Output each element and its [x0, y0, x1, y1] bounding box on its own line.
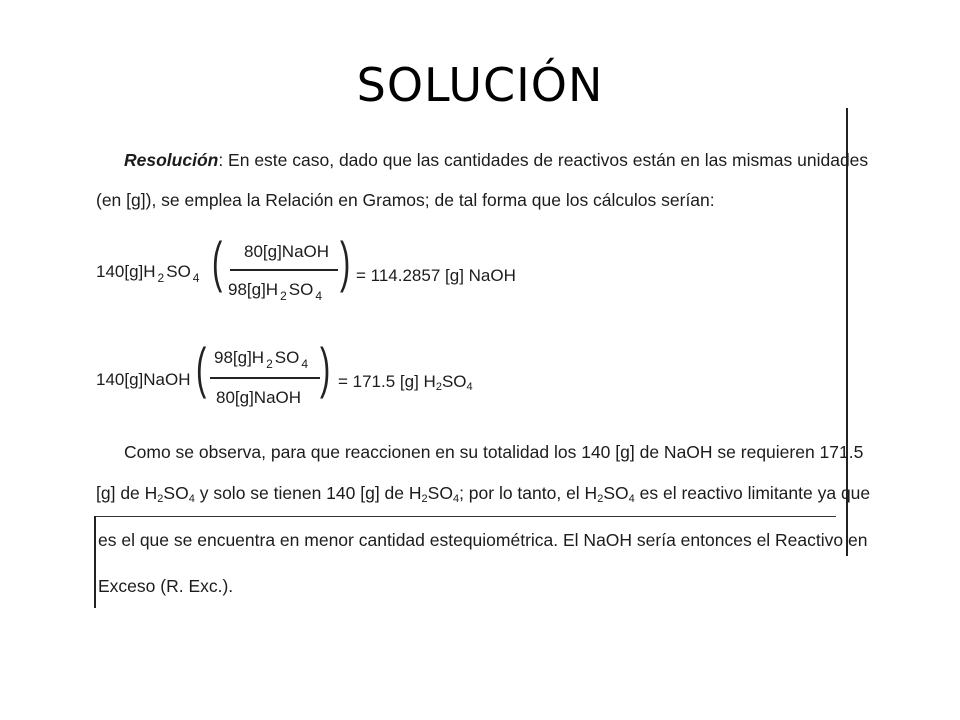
eq1-right-paren: )	[340, 230, 351, 293]
eq1-left-paren: (	[212, 230, 223, 293]
eq1-den-a: 98[g]H	[228, 280, 279, 299]
eq1-denominator	[228, 280, 324, 303]
eq2-num-sub2: 2	[266, 357, 273, 371]
eq2-right-paren: )	[320, 336, 331, 399]
scanned-solution-image	[94, 108, 871, 608]
l4-sub4b: 4	[452, 493, 460, 505]
eq1-sub2: 2	[157, 271, 165, 285]
left-border-line	[94, 516, 96, 608]
eq1-fraction-bar	[230, 269, 338, 271]
l4d: SO	[427, 483, 453, 503]
eq2-result-a: = 171.5 [g] H	[338, 372, 436, 391]
l4-sub2a: 2	[157, 493, 164, 505]
eq2-result	[338, 372, 473, 393]
eq1-numerator: 80[g]NaOH	[244, 242, 330, 261]
eq2-denominator: 80[g]NaOH	[216, 388, 302, 407]
paragraph-line-3: Como se observa, para que reaccionen en su totalidad los 140 [g] de NaOH se requieren 171.5	[124, 442, 864, 462]
horizontal-rule	[94, 516, 836, 517]
eq2-result-b: SO	[441, 372, 467, 391]
l4g: es el reactivo limitante ya que	[634, 483, 871, 503]
eq1-lhs-a: 140[g]H	[96, 262, 156, 281]
l4e: ; por lo tanto, el H	[459, 483, 598, 503]
paragraph-line-4	[96, 483, 870, 505]
line1-text: : En este caso, dado que las cantidades de reactivos están en las mismas unidades	[218, 150, 869, 170]
paragraph-line-2: (en [g]), se emplea la Relación en Gramos; de tal forma que los cálculos serían:	[96, 190, 715, 210]
resolution-label: Resolución	[124, 150, 219, 170]
l4-sub2c: 2	[597, 493, 604, 505]
eq1-lhs	[96, 262, 201, 285]
eq2-fraction-bar	[210, 377, 320, 379]
l4-sub4a: 4	[188, 493, 195, 505]
eq1-den-b: SO	[288, 280, 314, 299]
l4c: y solo se tienen 140 [g] de H	[194, 483, 422, 503]
eq2-num-a: 98[g]H	[214, 348, 265, 367]
eq2-lhs: 140[g]NaOH	[96, 370, 191, 389]
eq2-num-b: SO	[274, 348, 300, 367]
paragraph-line-6: Exceso (R. Exc.).	[98, 576, 234, 596]
eq1-sub4: 4	[192, 271, 200, 285]
paragraph-line-5: es el que se encuentra en menor cantidad estequiométrica. El NaOH sería entonces el Reactivo en	[98, 530, 868, 550]
paragraph-line-1	[124, 150, 868, 171]
eq1-lhs-b: SO	[166, 262, 191, 281]
eq2-left-paren: (	[196, 336, 207, 399]
eq1-den-sub2: 2	[280, 289, 287, 303]
eq1-result: = 114.2857 [g] NaOH	[356, 266, 516, 285]
l4b: SO	[163, 483, 189, 503]
eq2-num-sub4: 4	[301, 357, 309, 371]
l4a: [g] de H	[96, 483, 158, 503]
eq2-numerator	[214, 348, 310, 371]
eq2-result-sub2: 2	[435, 381, 442, 393]
l4-sub2b: 2	[421, 493, 428, 505]
eq2-result-sub4: 4	[466, 381, 473, 393]
eq1-den-sub4: 4	[315, 289, 323, 303]
l4-sub4c: 4	[628, 493, 635, 505]
slide-title: SOLUCIÓN	[356, 58, 604, 112]
l4f: SO	[603, 483, 629, 503]
